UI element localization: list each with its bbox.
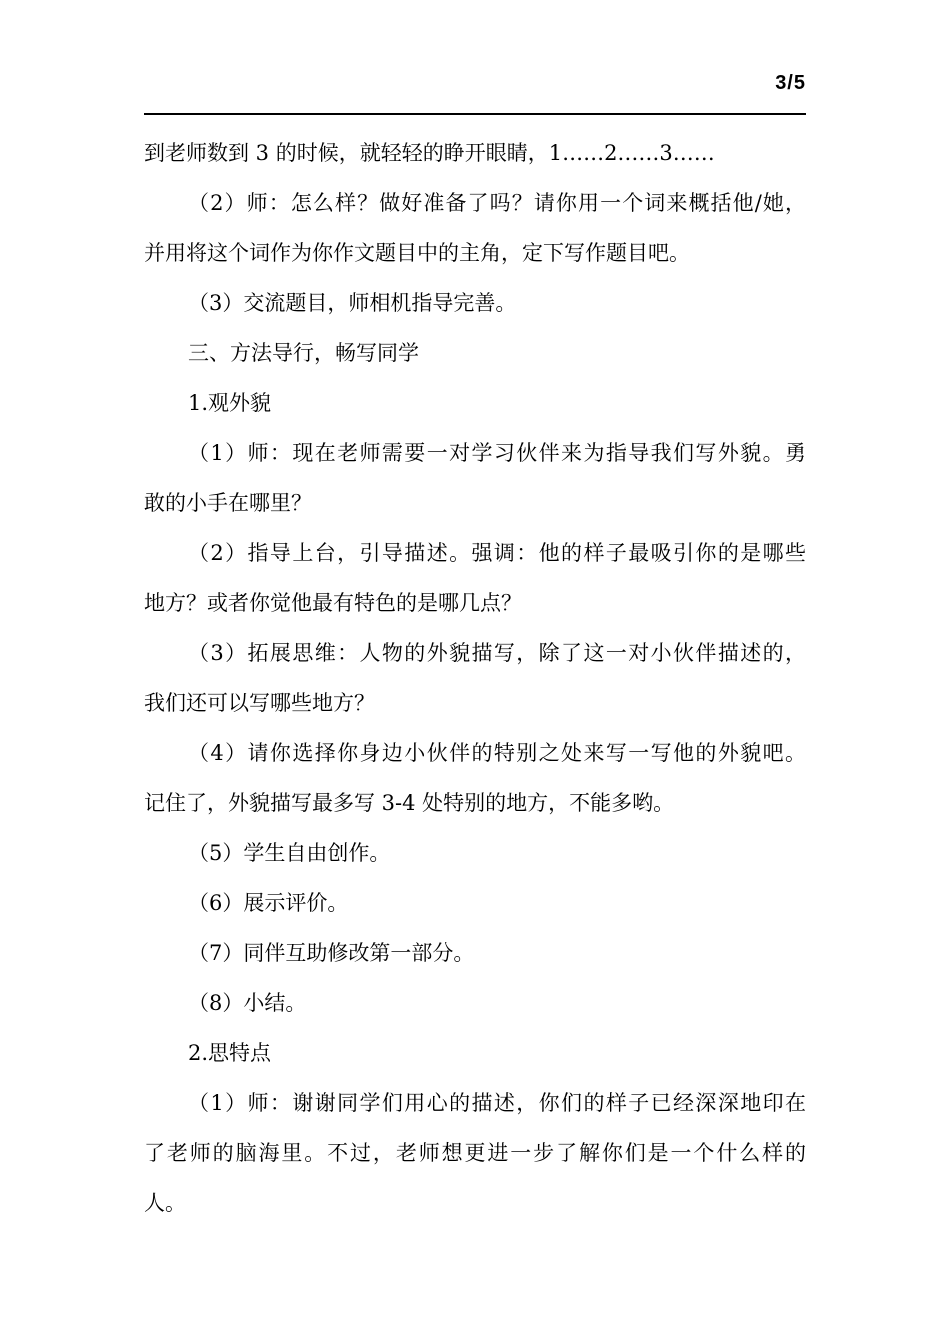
text-line: （1）师：现在老师需要一对学习伙伴来为指导我们写外貌。勇 (188, 441, 806, 465)
text-line: （1）师：谢谢同学们用心的描述，你们的样子已经深深地印在 (188, 1091, 806, 1115)
subsection-heading: 1.观外貌 (188, 391, 272, 415)
text-line: （4）请你选择你身边小伙伴的特别之处来写一写他的外貌吧。 (188, 741, 806, 765)
text-line: 地方？或者你觉他最有特色的是哪几点？ (144, 591, 522, 615)
text-line: （3）交流题目，师相机指导完善。 (188, 291, 517, 315)
document-body (144, 133, 806, 1233)
text-line: （8）小结。 (188, 991, 307, 1015)
text-line: （2）师：怎么样？做好准备了吗？请你用一个词来概括他/她， (188, 191, 806, 215)
text-line: （2）指导上台，引导描述。强调：他的样子最吸引你的是哪些 (188, 541, 806, 565)
text-line: 敢的小手在哪里？ (144, 491, 312, 515)
subsection-heading: 2.思特点 (188, 1041, 272, 1065)
text-line: 到老师数到 3 的时候，就轻轻的睁开眼睛，1……2……3…… (144, 141, 715, 165)
text-line: 记住了，外貌描写最多写 3-4 处特别的地方，不能多哟。 (144, 791, 675, 815)
text-line: 我们还可以写哪些地方？ (144, 691, 375, 715)
text-line: （7）同伴互助修改第一部分。 (188, 941, 475, 965)
text-line: （5）学生自由创作。 (188, 841, 391, 865)
page-number: 3/5 (775, 72, 806, 94)
text-line: （3）拓展思维：人物的外貌描写，除了这一对小伙伴描述的， (188, 641, 806, 665)
text-line: 人。 (144, 1191, 186, 1215)
text-line: 了老师的脑海里。不过，老师想更进一步了解你们是一个什么样的 (144, 1141, 806, 1165)
text-line: 并用将这个词作为你作文题目中的主角，定下写作题目吧。 (144, 241, 690, 265)
header-rule (144, 113, 806, 115)
text-line: （6）展示评价。 (188, 891, 349, 915)
section-heading: 三、方法导行，畅写同学 (188, 341, 419, 365)
